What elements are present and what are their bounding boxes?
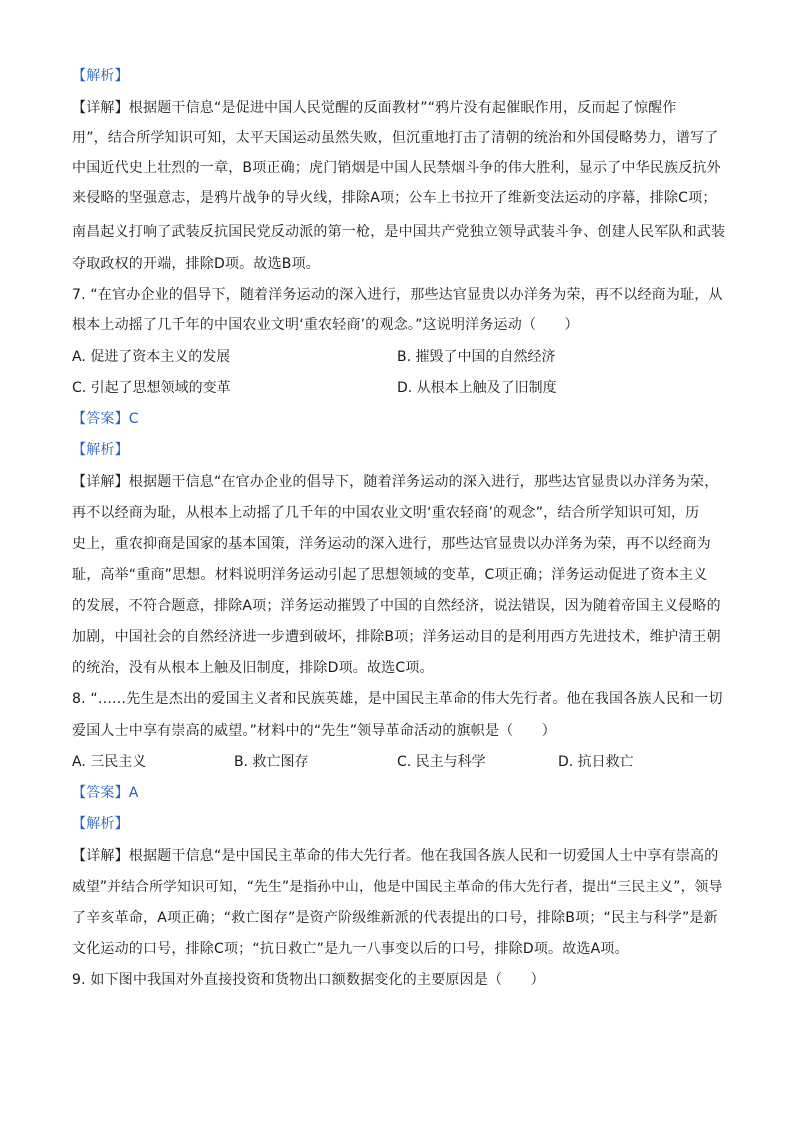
question-stem: 9. 如下图中我国对外直接投资和货物出口额数据变化的主要原因是（ ） (72, 972, 545, 988)
detail-line: 【详解】根据题干信息“是促进中国人民觉醒的反面教材”“鸦片没有起催眠作用，反而起了惊醒作 (72, 100, 677, 116)
option-d: D. 从根本上触及了旧制度 (397, 380, 557, 396)
detail-line: 来侵略的坚强意志，是鸦片战争的导火线，排除A项；公车上书拉开了维新变法运动的序幕，排除C项； (72, 190, 717, 206)
detail-line: 加剧，中国社会的自然经济进一步遭到破坏，排除B项；洋务运动目的是利用西方先进技术，维护清王朝 (72, 629, 721, 645)
detail-line: 的统治，没有从根本上触及旧制度，排除D项。故选C项。 (72, 660, 434, 676)
answer-label: 【答案】A (72, 785, 139, 801)
option-b: B. 救亡图存 (234, 754, 309, 770)
detail-line: 了辛亥革命，A项正确；“救亡图存”是资产阶级维新派的代表提出的口号，排除B项；“民主与科学”是新 (72, 910, 718, 926)
detail-line: 耻，高举“重商”思想。材料说明洋务运动引起了思想领域的变革，C项正确；洋务运动促进了资本主义 (72, 567, 708, 583)
analysis-label: 【解析】 (72, 816, 129, 832)
detail-line: 南昌起义打响了武装反抗国民党反动派的第一枪，是中国共产党独立领导武装斗争、创建人民军队和武装 (72, 224, 726, 240)
detail-line: 【详解】根据题干信息“在官办企业的倡导下，随着洋务运动的深入进行，那些达官显贵以办洋务为荣， (72, 474, 719, 490)
detail-line: 【详解】根据题干信息“是中国民主革命的伟大先行者。他在我国各族人民和一切爱国人士中享有崇高的 (72, 848, 719, 864)
question-stem: 7. “在官办企业的倡导下，随着洋务运动的深入进行，那些达官显贵以办洋务为荣，再不以经商为耻，从 (72, 287, 723, 303)
question-stem: 根本上动摇了几千年的中国农业文明‘重农轻商’的观念。”这说明洋务运动（ ） (72, 317, 579, 333)
option-b: B. 摧毁了中国的自然经济 (397, 349, 556, 365)
detail-line: 用”，结合所学知识可知，太平天国运动虽然失败，但沉重地打击了清朝的统治和外国侵略势力，谱写了 (72, 130, 719, 146)
question-stem: 爱国人士中享有崇高的威望。”材料中的“先生”领导革命活动的旗帜是（ ） (72, 723, 556, 739)
option-c: C. 引起了思想领域的变革 (72, 380, 231, 396)
detail-line: 的发展，不符合题意，排除A项；洋务运动摧毁了中国的自然经济，说法错误，因为随着帝国主义侵略的 (72, 598, 721, 614)
analysis-label: 【解析】 (72, 68, 129, 84)
option-a: A. 三民主义 (72, 754, 147, 770)
detail-line: 文化运动的口号，排除C项；“抗日救亡”是九一八事变以后的口号，排除D项。故选A项。 (72, 941, 629, 957)
question-stem: 8. “……先生是杰出的爱国主义者和民族英雄，是中国民主革命的伟大先行者。他在我国各族人民和一切 (72, 691, 723, 707)
option-a: A. 促进了资本主义的发展 (72, 349, 231, 365)
option-d: D. 抗日救亡 (558, 754, 634, 770)
answer-label: 【答案】C (72, 411, 139, 427)
detail-line: 威望”并结合所学知识可知，“先生”是指孙中山，他是中国民主革命的伟大先行者，提出“三民主义”，领导 (72, 879, 723, 895)
detail-line: 再不以经商为耻，从根本上动摇了几千年的中国农业文明‘重农轻商’的观念”，结合所学知识可知，历 (72, 505, 700, 521)
detail-line: 史上，重农抑商是国家的基本国策，洋务运动的深入进行，那些达官显贵以办洋务为荣，再不以经商为 (72, 536, 711, 552)
detail-line: 中国近代史上壮烈的一章，B项正确；虎门销烟是中国人民禁烟斗争的伟大胜利，显示了中华民族反抗外 (72, 160, 721, 176)
analysis-label: 【解析】 (72, 442, 129, 458)
detail-line: 夺取政权的开端，排除D项。故选B项。 (72, 256, 320, 272)
option-c: C. 民主与科学 (397, 754, 486, 770)
